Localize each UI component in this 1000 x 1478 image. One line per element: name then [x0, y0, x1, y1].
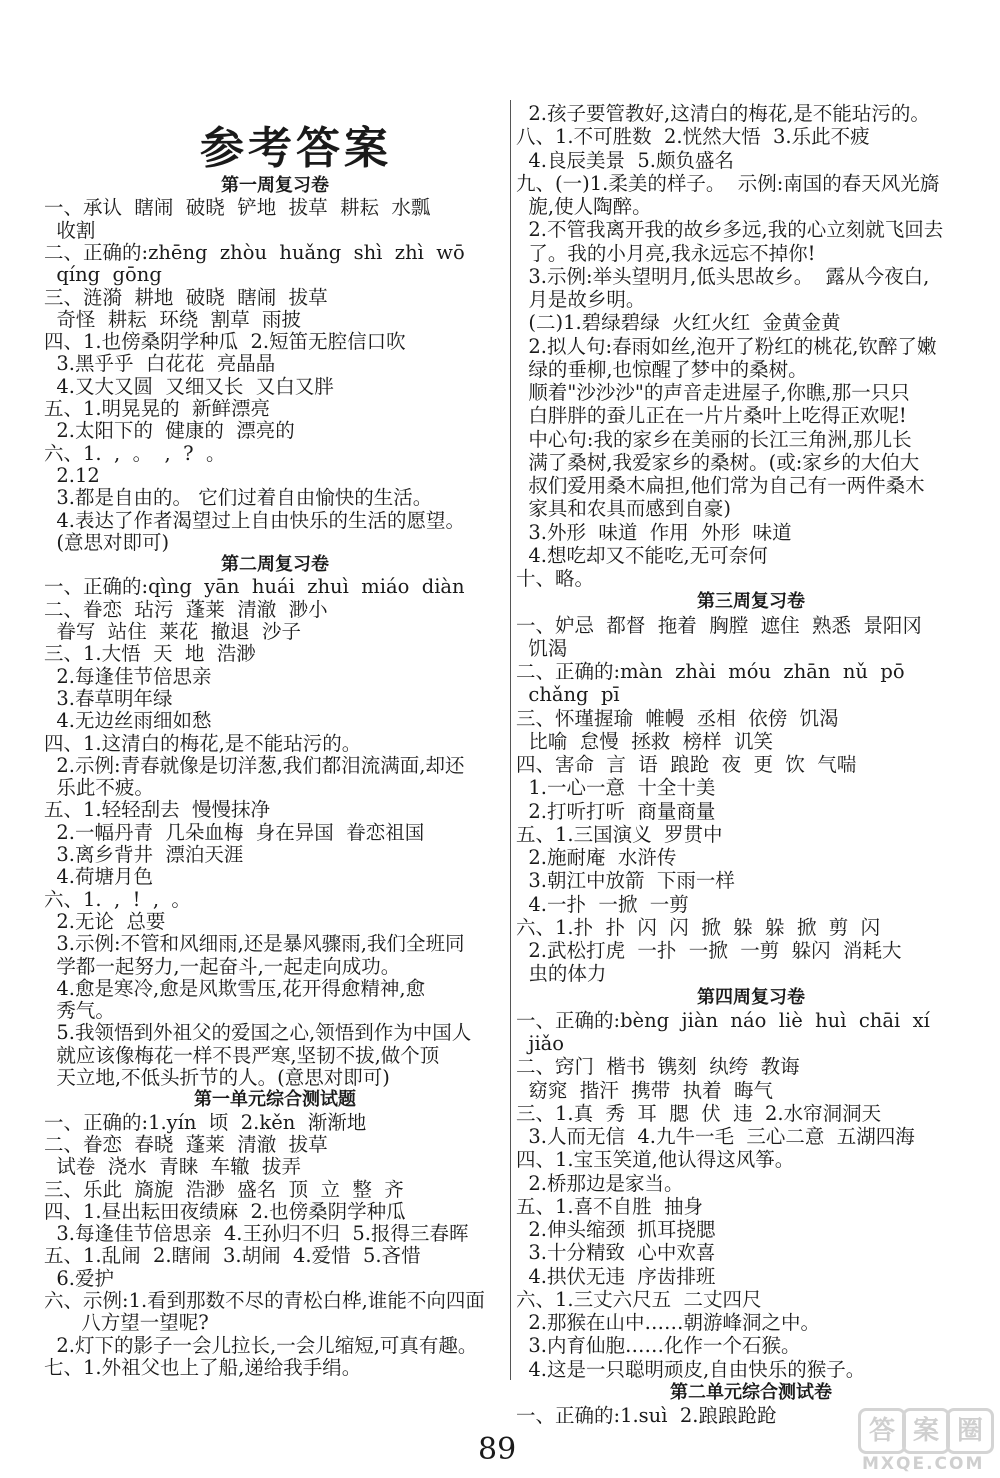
answer-line: 比喻 怠慢 拯救 榜样 讥笑	[516, 729, 773, 753]
answer-line: 饥渴	[516, 636, 568, 660]
answer-line: 十、略。	[516, 567, 595, 590]
answer-line: 二、正确的:zhēng zhòu huǎng shì zhì wō	[44, 240, 465, 264]
answer-line: 一、正确的:1.yín 顷 2.kěn 渐渐地	[44, 1110, 367, 1134]
answer-line: 4.良辰美景 5.颇负盛名	[516, 148, 735, 172]
answer-line: 五、1.轻轻刮去 慢慢抹净	[44, 798, 271, 822]
answer-line: 眷写 站住 莱花 撤退 沙子	[44, 620, 301, 643]
answer-line: 三、乐此 旖旎 浩渺 盛名 顶 立 整 齐	[44, 1177, 404, 1201]
answer-line: 一、承认 瞎闹 破晓 铲地 拔草 耕耘 水瓢	[44, 196, 431, 220]
answer-line: 乐此不疲。	[44, 776, 154, 800]
answer-line: 2.伸头缩颈 抓耳挠腮	[516, 1218, 716, 1241]
answer-line: 了。我的小月亮,我永远忘不掉你!	[516, 241, 816, 265]
answer-line: 3.都是自由的。 它们过着自由愉快的生活。	[44, 486, 433, 510]
answer-line: 叔们爱用桑木扁担,他们常为自己有一两件桑木	[516, 474, 925, 497]
watermark-url: MXQE.COM	[862, 1454, 985, 1474]
answer-line: (二)1.碧绿碧绿 火红火红 金黄金黄	[516, 311, 841, 335]
answer-line: 四、1.这清白的梅花,是不能玷污的。	[44, 731, 362, 755]
answer-line: 三、1.真 秀 耳 腮 伏 违 2.水帘洞洞天	[516, 1101, 882, 1125]
answer-line: 1.一心一意 十全十美	[516, 776, 716, 800]
answer-line: 月是故乡明。	[516, 288, 646, 311]
answer-line: 白胖胖的蚕儿正在一片片桑叶上吃得正欢呢!	[516, 404, 907, 428]
answer-line: 试卷 浇水 青睐 车辙 拔弄	[44, 1155, 301, 1179]
answer-line: 2.施耐庵 水浒传	[516, 846, 677, 869]
answer-line: 五、1.明晃晃的 新鲜漂亮	[44, 397, 271, 420]
section-heading: 第四周复习卷	[697, 986, 805, 1008]
answer-line: 二、眷恋 玷污 蓬莱 清澈 渺小	[44, 597, 328, 621]
answer-line: 五、1.喜不自胜 抽身	[516, 1194, 704, 1218]
answer-line: 虫的体力	[516, 962, 607, 986]
answer-line: 中心句:我的家乡在美丽的长江三角洲,那儿长	[516, 427, 912, 451]
answer-line: 4.拱伏无违 序齿排班	[516, 1264, 716, 1288]
answer-line: 七、1.外祖父也上了船,递给我手绢。	[44, 1355, 362, 1379]
answer-line: 2.一幅丹青 几朵血梅 身在异国 眷恋祖国	[44, 820, 425, 844]
answer-line: 4.这是一只聪明顽皮,自由快乐的猴子。	[516, 1357, 866, 1381]
answer-line: 窈窕 揩汗 携带 执着 晦气	[516, 1078, 773, 1102]
answer-line: 6.爱护	[44, 1266, 115, 1290]
answer-line: 3.内育仙胞……化作一个石猴。	[516, 1334, 801, 1358]
answer-line: 一、正确的:1.suì 2.踉踉跄跄	[516, 1404, 777, 1427]
answer-line: 八方望一望呢?	[44, 1311, 209, 1335]
answer-line: chǎng pī	[516, 683, 620, 707]
answer-line: 4.又大又圆 又细又长 又白又胖	[44, 374, 334, 398]
answer-line: 五、1.乱闹 2.瞎闹 3.胡闹 4.爱惜 5.吝惜	[44, 1244, 421, 1268]
answer-line: 绿的垂柳,也惊醒了梦中的桑树。	[516, 357, 808, 381]
answer-line: 一、正确的:bèng jiàn náo liè huì chāi xí	[516, 1008, 930, 1032]
answer-line: 四、1.昼出耘田夜绩麻 2.也傍桑阴学种瓜	[44, 1199, 406, 1223]
answer-line: 2.灯下的影子一会儿拉长,一会儿缩短,可真有趣。	[44, 1333, 478, 1357]
answer-line: 二、眷恋 春晓 蓬莱 清澈 拔草	[44, 1132, 328, 1156]
answer-line: 旎,使人陶醉。	[516, 195, 652, 218]
answer-line: 六、示例:1.看到那数不尽的青松白桦,谁能不向四面	[44, 1289, 485, 1312]
answer-line: 3.黑乎乎 白花花 亮晶晶	[44, 352, 276, 376]
answer-line: 九、(一)1.柔美的样子。 示例:南国的春天风光旖	[516, 171, 940, 195]
answer-line: 3.示例:不管和风细雨,还是暴风骤雨,我们全班同	[44, 932, 465, 956]
answer-line: qíng gōng	[44, 263, 162, 287]
answer-line: 2.那猴在山中……朝游峰洞之中。	[516, 1311, 821, 1334]
answer-line: jiǎo	[516, 1032, 565, 1055]
watermark-char: 圈	[946, 1408, 994, 1454]
answer-line: 五、1.三国演义 罗贯中	[516, 822, 723, 846]
answer-line: 2.示例:青春就像是切洋葱,我们都泪流满面,却还	[44, 753, 465, 777]
answer-line: 四、1.也傍桑阴学种瓜 2.短笛无腔信口吹	[44, 330, 406, 354]
column-divider	[510, 100, 511, 1380]
watermark-char: 案	[902, 1408, 950, 1454]
watermark-logo	[858, 1408, 992, 1472]
answer-line: 四、1.宝玉笑道,他认得这风筝。	[516, 1148, 795, 1172]
answer-line: 5.我领悟到外祖父的爱国之心,领悟到作为中国人	[44, 1021, 472, 1045]
answer-line: 3.外形 味道 作用 外形 味道	[516, 520, 792, 544]
answer-line: 3.朝江中放箭 下雨一样	[516, 869, 735, 893]
answer-line: 4.表达了作者渴望过上自由快乐的生活的愿望。	[44, 508, 466, 532]
answer-line: 2.武松打虎 一扑 一掀 一剪 躲闪 消耗大	[516, 939, 902, 962]
answer-line: 二、窍门 楷书 镌刻 纨绔 教诲	[516, 1055, 800, 1079]
answer-line: 奇怪 耕耘 环绕 割草 雨披	[44, 307, 301, 331]
answer-line: 满了桑树,我爱家乡的桑树。(或:家乡的大伯大	[516, 450, 920, 474]
page-title: 参考答案	[200, 123, 392, 174]
answer-line: 4.想吃却又不能吃,无可奈何	[516, 543, 768, 567]
page-number: 89	[478, 1432, 517, 1467]
answer-line: 一、正确的:qìng yān huái zhuì miáo diàn	[44, 575, 465, 599]
answer-line: 天立地,不低头折节的人。(意思对即可)	[44, 1066, 390, 1089]
answer-line: 家具和农具而感到自豪)	[516, 497, 732, 521]
answer-line: 2.拟人句:春雨如丝,泡开了粉红的桃花,钦醉了嫩	[516, 334, 937, 358]
answer-line: 4.无边丝雨细如愁	[44, 709, 212, 733]
answer-line: 2.无论 总要	[44, 909, 166, 933]
answer-line: 八、1.不可胜数 2.恍然大悟 3.乐此不疲	[516, 125, 870, 149]
answer-line: 顺着"沙沙沙"的声音走进屋子,你瞧,那一只只	[516, 381, 910, 404]
answer-line: 六、1. , 。 , ? 。	[44, 441, 226, 465]
answer-line: 2.12	[44, 463, 100, 487]
answer-line: 3.人而无信 4.九牛一毛 三心二意 五湖四海	[516, 1125, 915, 1148]
section-heading: 第二周复习卷	[221, 554, 329, 576]
answer-line: 学都一起努力,一起奋斗,一起走向成功。	[44, 954, 401, 978]
answer-line: 2.每逢佳节倍思亲	[44, 664, 212, 688]
answer-line: 三、涟漪 耕地 破晓 瞎闹 拔草	[44, 285, 328, 309]
answer-line: 3.每逢佳节倍思亲 4.王孙归不归 5.报得三春晖	[44, 1222, 469, 1246]
answer-line: 3.示例:举头望明月,低头思故乡。 露从今夜白,	[516, 264, 930, 288]
answer-line: 六、1.三丈六尺五 二丈四尺	[516, 1287, 762, 1311]
answer-line: 二、正确的:màn zhài móu zhān nǔ pō	[516, 660, 905, 683]
answer-line: 4.荷塘月色	[44, 865, 154, 889]
answer-line: 一、妒忌 都督 拖着 胸膛 遮住 熟悉 景阳冈	[516, 613, 922, 637]
answer-line: 2.太阳下的 健康的 漂亮的	[44, 419, 295, 443]
answer-line: 4.一扑 一掀 一剪	[516, 892, 689, 916]
section-heading: 第三周复习卷	[697, 591, 805, 613]
answer-line: 3.春草明年绿	[44, 686, 173, 710]
answer-line: 六、1.扑 扑 闪 闪 掀 躲 躲 掀 剪 闪	[516, 915, 881, 939]
answer-line: 2.不管我离开我的故乡多远,我的心立刻就飞回去	[516, 218, 944, 242]
answer-line: 2.打听打听 商量商量	[516, 799, 716, 823]
answer-line: 3.离乡背井 漂泊天涯	[44, 843, 244, 866]
answer-line: 2.桥那边是家当。	[516, 1171, 684, 1195]
answer-line: 就应该像梅花一样不畏严寒,坚韧不拔,做个顶	[44, 1043, 440, 1067]
answer-line: 六、1. , ! , 。	[44, 887, 191, 911]
section-heading: 第二单元综合测试卷	[670, 1381, 832, 1403]
answer-line: 4.愈是寒冷,愈是风欺雪压,花开得愈精神,愈	[44, 976, 426, 1000]
answer-line: 三、怀瑾握瑜 帷幔 丞相 依傍 饥渴	[516, 706, 839, 730]
section-heading: 第一单元综合测试题	[194, 1089, 356, 1111]
answer-line: 三、1.大悟 天 地 浩渺	[44, 642, 256, 666]
answer-line: (意思对即可)	[44, 530, 170, 554]
answer-line: 2.孩子要管教好,这清白的梅花,是不能玷污的。	[516, 102, 930, 125]
answer-line: 收割	[44, 218, 96, 242]
watermark-char: 答	[858, 1408, 906, 1454]
section-heading: 第一周复习卷	[221, 175, 329, 196]
answer-line: 秀气。	[44, 999, 115, 1023]
answer-line: 3.十分精致 心中欢喜	[516, 1241, 716, 1265]
answer-line: 四、害命 言 语 踉跄 夜 更 饮 气喘	[516, 753, 857, 776]
